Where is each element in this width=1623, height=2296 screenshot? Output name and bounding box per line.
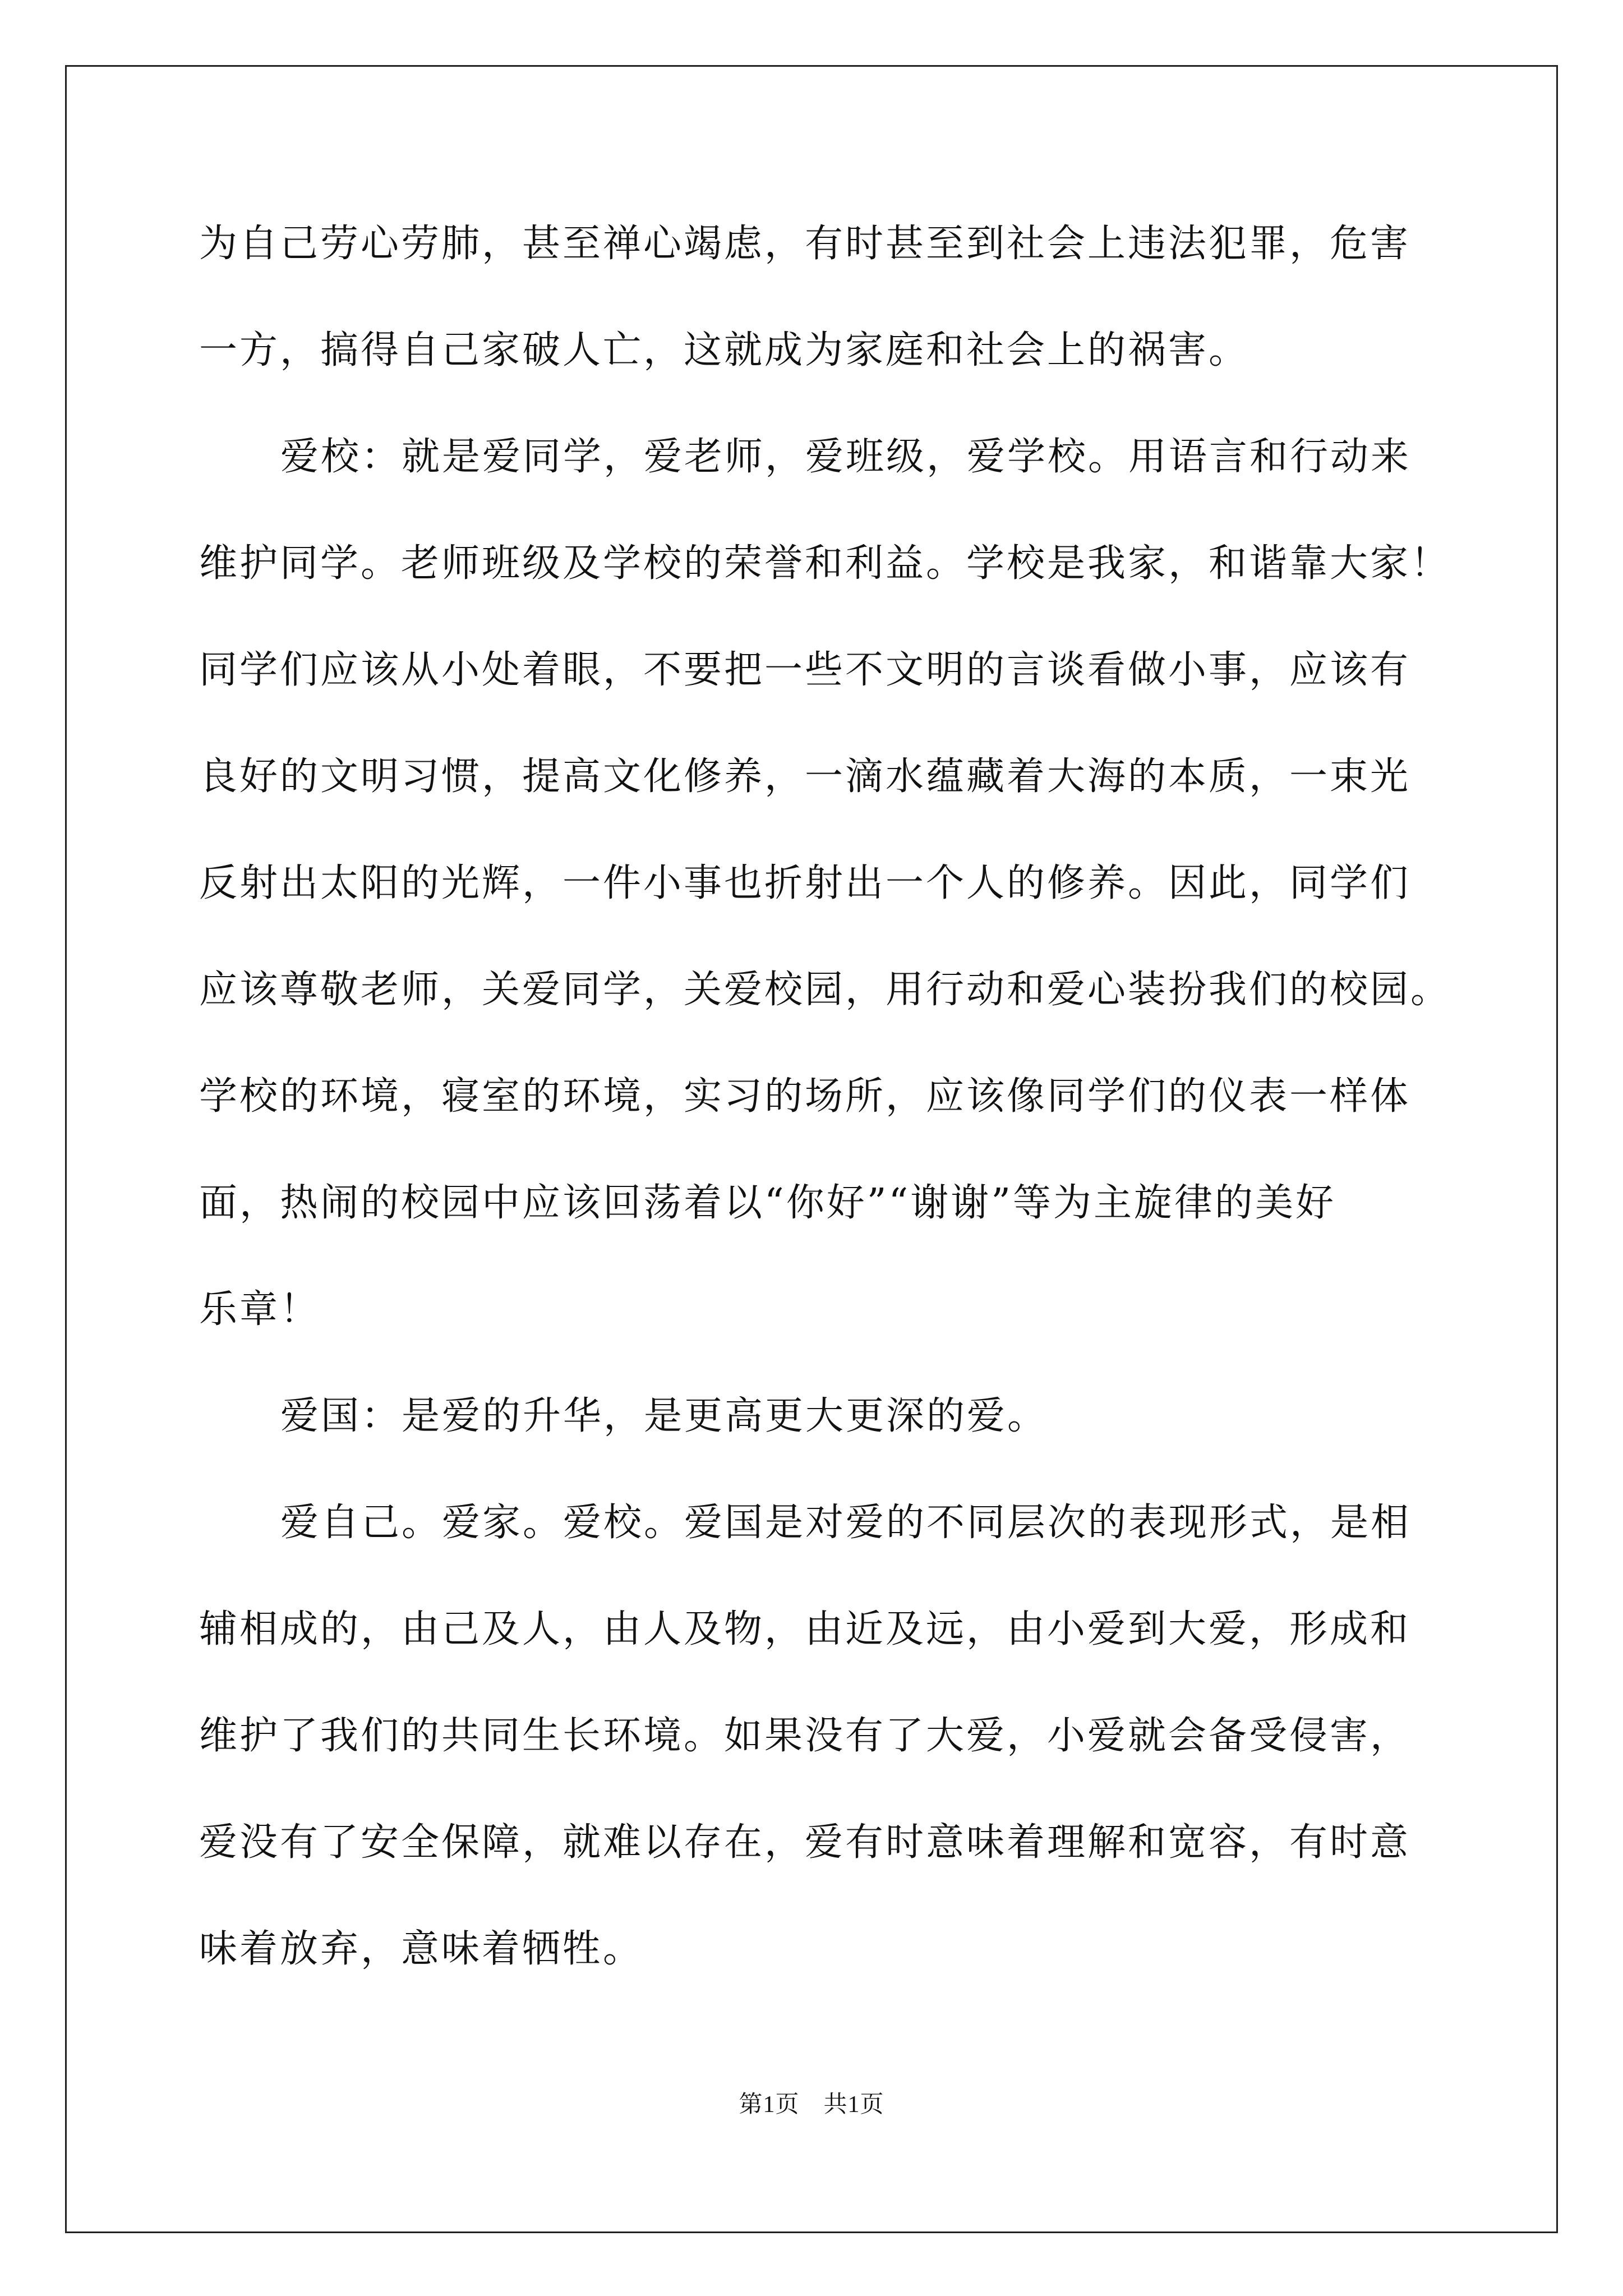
text-line-12: 爱国：是爱的升华，是更高更大更深的爱。 xyxy=(280,1394,1048,1438)
text-line-1: 为自己劳心劳肺，甚至禅心竭虑，有时甚至到社会上违法犯罪，危害 xyxy=(199,222,1411,266)
text-line-8: 应该尊敬老师，关爱同学，关爱校园，用行动和爱心装扮我们的校园。 xyxy=(199,968,1451,1012)
text-line-17: 味着放弃，意味着牺牲。 xyxy=(199,1927,644,1971)
text-line-5: 同学们应该从小处着眼，不要把一些不文明的言谈看做小事，应该有 xyxy=(199,648,1411,692)
text-line-9: 学校的环境，寝室的环境，实习的场所，应该像同学们的仪表一样体 xyxy=(199,1074,1411,1119)
page-footer: 第1页 共1页 xyxy=(739,2092,884,2118)
text-line-4: 维护同学。老师班级及学校的荣誉和利益。学校是我家，和谐靠大家！ xyxy=(199,541,1451,586)
document-body xyxy=(199,213,1451,2025)
text-line-15: 维护了我们的共同生长环境。如果没有了大爱，小爱就会备受侵害， xyxy=(199,1714,1411,1758)
text-line-2: 一方，搞得自己家破人亡，这就成为家庭和社会上的祸害。 xyxy=(199,328,1249,372)
text-line-6: 良好的文明习惯，提高文化修养，一滴水蕴藏着大海的本质，一束光 xyxy=(199,754,1411,799)
text-line-3: 爱校：就是爱同学，爱老师，爱班级，爱学校。用语言和行动来 xyxy=(280,435,1412,479)
text-line-10: 面，热闹的校园中应该回荡着以“你好”“谢谢”等为主旋律的美好 xyxy=(199,1181,1336,1225)
text-line-11: 乐章！ xyxy=(199,1287,321,1332)
text-line-16: 爱没有了安全保障，就难以存在，爱有时意味着理解和宽容，有时意 xyxy=(199,1820,1411,1865)
text-line-13: 爱自己。爱家。爱校。爱国是对爱的不同层次的表现形式，是相 xyxy=(280,1501,1412,1545)
text-line-14: 辅相成的，由己及人，由人及物，由近及远，由小爱到大爱，形成和 xyxy=(199,1607,1411,1651)
text-line-7: 反射出太阳的光辉，一件小事也折射出一个人的修养。因此，同学们 xyxy=(199,861,1411,905)
